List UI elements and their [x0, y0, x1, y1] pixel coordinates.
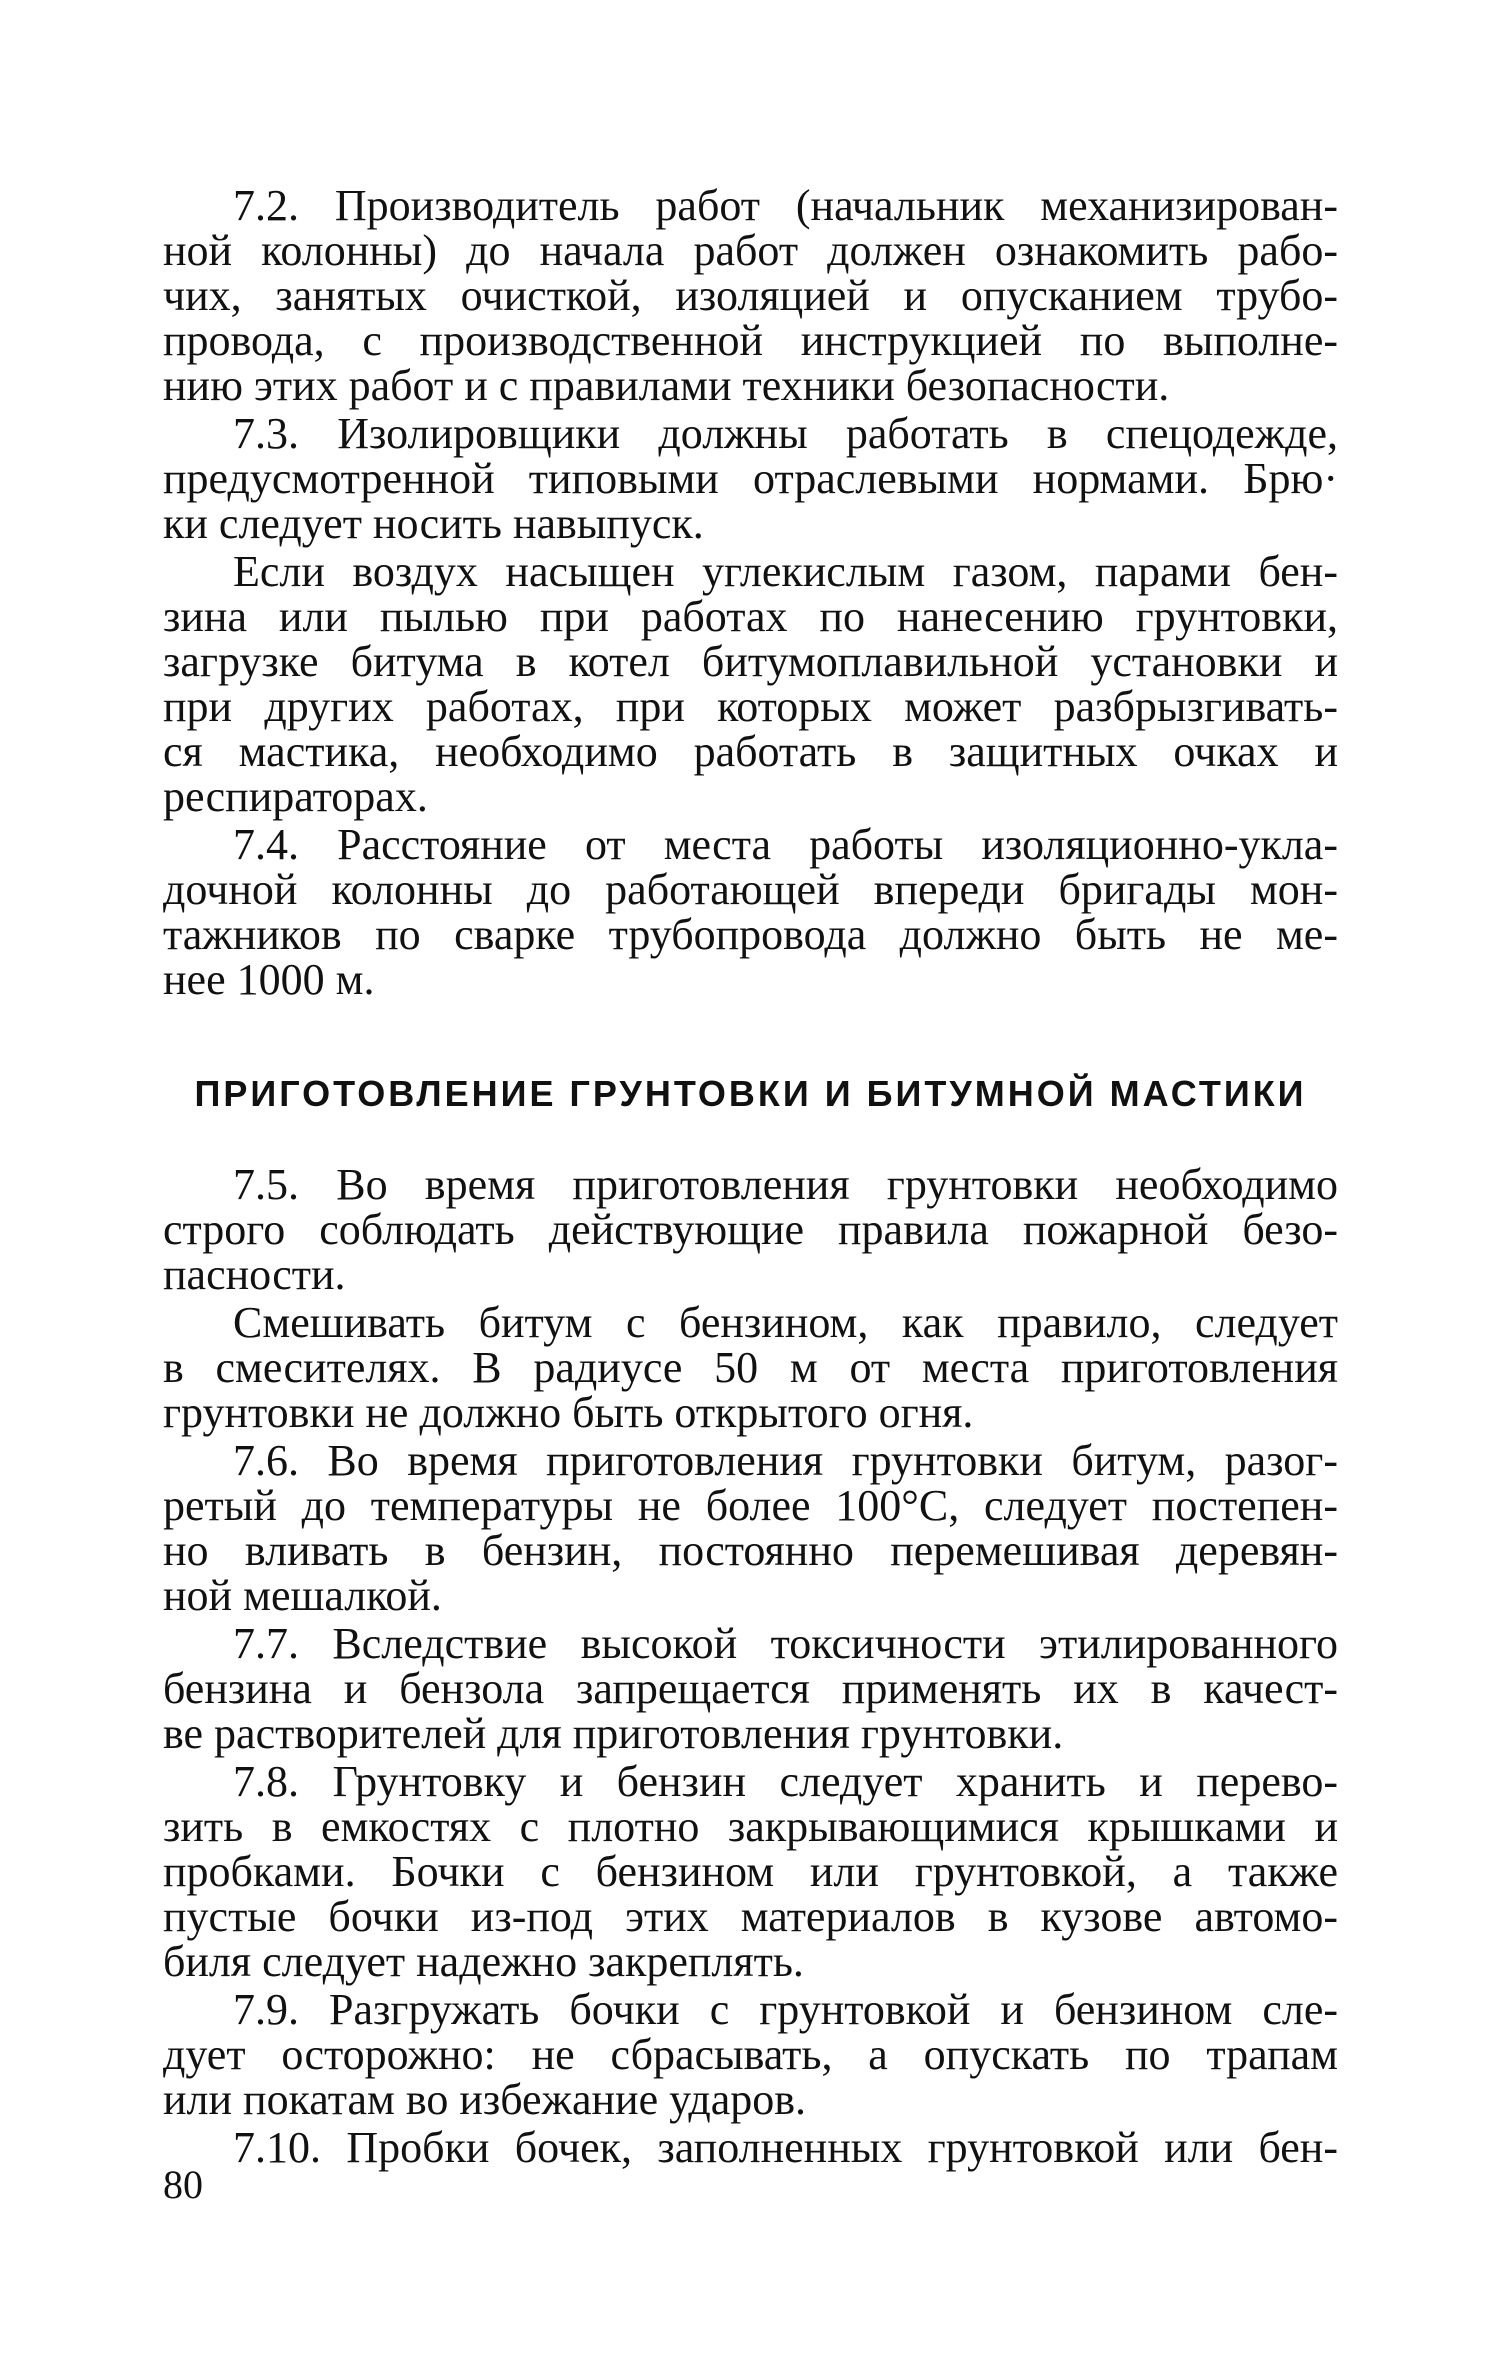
text-line: 7.4. Расстояние от места работы изоляционно-укла-: [233, 820, 1338, 869]
page-body: [163, 183, 1338, 2170]
text-line: Смешивать битум с бензином, как правило, следует: [233, 1298, 1338, 1347]
text-line: 7.7. Вследствие высокой токсичности этилированного: [233, 1619, 1338, 1668]
text-line: тажников по сварке трубопровода должно быть не ме-: [163, 910, 1338, 959]
text-line: 7.8. Грунтовку и бензин следует хранить и перево-: [233, 1757, 1338, 1806]
paragraph: [163, 1621, 1338, 1756]
text-line: предусмотренной типовыми отраслевыми нормами. Брю·: [163, 454, 1338, 503]
text-line: 7.2. Производитель работ (начальник механизирован-: [233, 181, 1338, 230]
paragraphs-top: [163, 183, 1338, 1002]
text-line: Если воздух насыщен углекислым газом, парами бен-: [233, 547, 1338, 596]
text-line: при других работах, при которых может разбрызгивать-: [163, 682, 1338, 731]
text-line: ся мастика, необходимо работать в защитных очках и: [163, 727, 1338, 776]
text-line: строго соблюдать действующие правила пожарной безо-: [163, 1205, 1338, 1254]
text-line: в смесителях. В радиусе 50 м от места приготовления: [163, 1343, 1338, 1392]
text-line: ве растворителей для приготовления грунтовки.: [163, 1709, 1064, 1758]
text-line: 7.10. Пробки бочек, заполненных грунтовкой или бен-: [233, 2123, 1338, 2172]
text-line: чих, занятых очисткой, изоляцией и опусканием трубо-: [163, 271, 1338, 320]
text-line: дует осторожно: не сбрасывать, а опускать по трапам: [163, 2030, 1338, 2079]
text-line: зить в емкостях с плотно закрывающимися крышками и: [163, 1802, 1338, 1851]
text-line: ретый до температуры не более 100°С, следует постепен-: [163, 1481, 1338, 1530]
paragraph: [163, 822, 1338, 1002]
text-line: но вливать в бензин, постоянно перемешивая деревян-: [163, 1526, 1338, 1575]
text-line: зина или пылью при работах по нанесению грунтовки,: [163, 592, 1338, 641]
section-heading: ПРИГОТОВЛЕНИЕ ГРУНТОВКИ И БИТУМНОЙ МАСТИКИ: [194, 1073, 1307, 1114]
paragraph: [163, 183, 1338, 408]
paragraph: [163, 2125, 1338, 2170]
paragraph: [163, 1162, 1338, 1297]
text-line: ки следует носить навыпуск.: [163, 499, 704, 548]
text-line: пустые бочки из-под этих материалов в кузове автомо-: [163, 1892, 1338, 1941]
paragraph: [163, 411, 1338, 546]
text-line: нее 1000 м.: [163, 955, 375, 1004]
text-line: ной мешалкой.: [163, 1571, 442, 1620]
text-line: нию этих работ и с правилами техники безопасности.: [163, 361, 1170, 410]
text-line: грунтовки не должно быть открытого огня.: [163, 1388, 974, 1437]
text-line: пробками. Бочки с бензином или грунтовкой, а также: [163, 1847, 1338, 1896]
text-line: бензина и бензола запрещается применять их в качест-: [163, 1664, 1338, 1713]
text-line: 7.9. Разгружать бочки с грунтовкой и бензином сле-: [233, 1985, 1338, 2034]
text-line: провода, с производственной инструкцией по выполне-: [163, 316, 1338, 365]
text-line: пасности.: [163, 1250, 346, 1299]
text-line: или покатам во избежание ударов.: [163, 2075, 807, 2124]
text-line: биля следует надежно закреплять.: [163, 1937, 804, 1986]
page-number: 80: [163, 2162, 203, 2207]
text-line: 7.3. Изолировщики должны работать в спецодежде,: [233, 409, 1338, 458]
paragraph: [163, 1438, 1338, 1618]
paragraph: [163, 1300, 1338, 1435]
text-line: респираторах.: [163, 772, 428, 821]
text-line: дочной колонны до работающей впереди бригады мон-: [163, 865, 1338, 914]
paragraph: [163, 549, 1338, 819]
paragraph: [163, 1759, 1338, 1984]
paragraph: [163, 1987, 1338, 2122]
text-line: ной колонны) до начала работ должен ознакомить рабо-: [163, 226, 1338, 275]
text-line: 7.5. Во время приготовления грунтовки необходимо: [233, 1160, 1338, 1209]
text-line: 7.6. Во время приготовления грунтовки битум, разог-: [233, 1436, 1338, 1485]
paragraphs-bottom: [163, 1162, 1338, 2170]
text-line: загрузке битума в котел битумоплавильной установки и: [163, 637, 1338, 686]
